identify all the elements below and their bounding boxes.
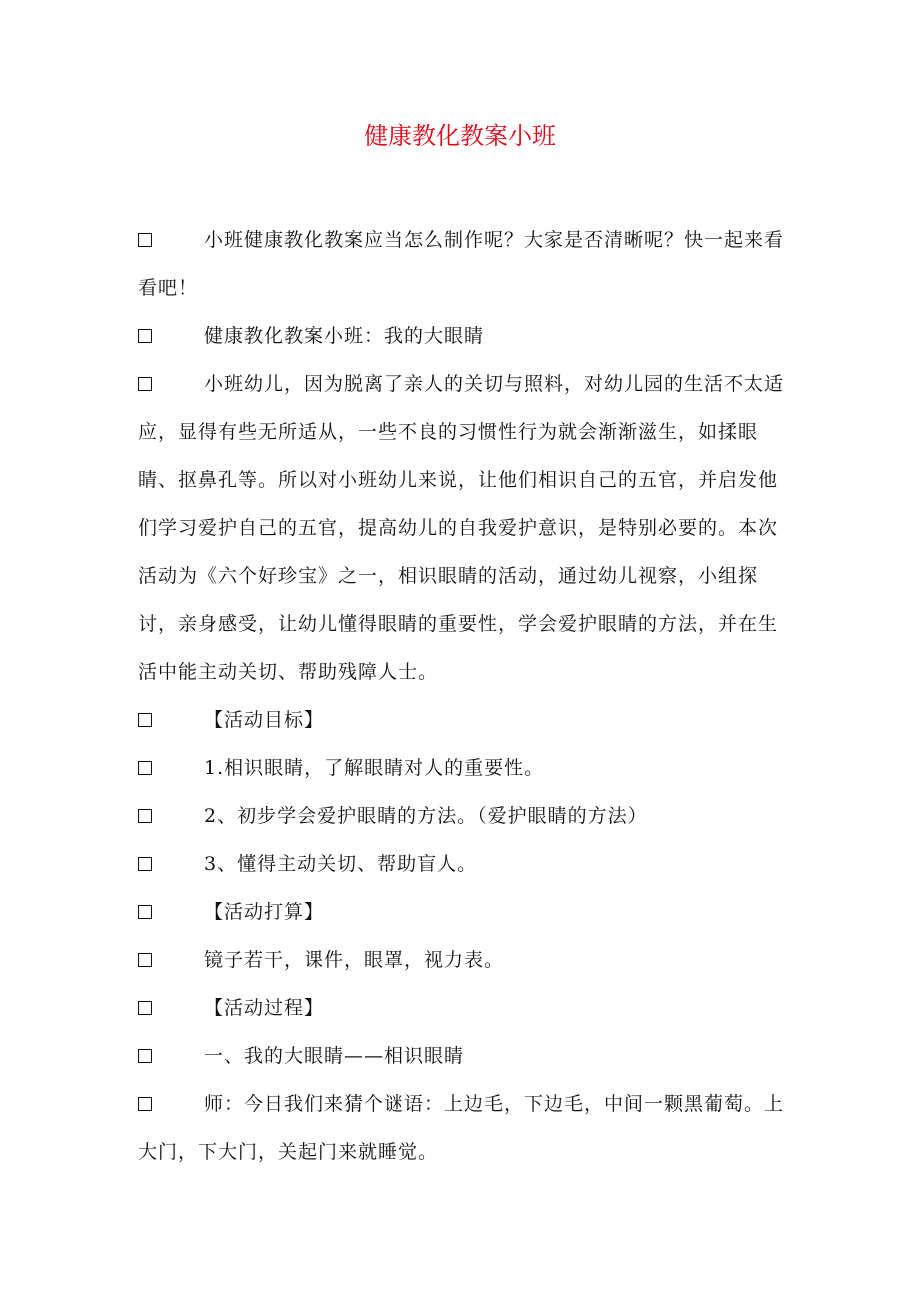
- checkbox-placeholder-icon: [138, 905, 152, 919]
- checkbox-placeholder-icon: [138, 1001, 152, 1015]
- checkbox-placeholder-icon: [138, 377, 152, 391]
- paragraph-intro: [138, 216, 788, 312]
- checkbox-placeholder-icon: [138, 329, 152, 343]
- document-title: 健康教化教案小班: [364, 122, 556, 150]
- paragraph-text: 【活动打算】: [204, 901, 325, 923]
- paragraph-text: 一、我的大眼睛——相识眼睛: [204, 1045, 465, 1067]
- checkbox-placeholder-icon: [138, 1097, 152, 1111]
- checkbox-placeholder-icon: [138, 1049, 152, 1063]
- paragraph-text: 健康教化教案小班：我的大眼睛: [204, 325, 485, 347]
- paragraph-text: 镜子若干，课件，眼罩，视力表。: [204, 949, 505, 971]
- heading-process: [138, 984, 788, 1032]
- checkbox-placeholder-icon: [138, 953, 152, 967]
- paragraph-subtitle: [138, 312, 788, 360]
- checkbox-placeholder-icon: [138, 809, 152, 823]
- checkbox-placeholder-icon: [138, 713, 152, 727]
- checkbox-placeholder-icon: [138, 233, 152, 247]
- process-step-1: [138, 1032, 788, 1080]
- paragraph-text: 小班幼儿，因为脱离了亲人的关切与照料，对幼儿园的生活不太适应，显得有些无所适从，一些不良的习惯性行为就会渐渐滋生，如揉眼睛、抠鼻孔等。所以对小班幼儿来说，让他们相识自己的五官，并启发他们学习爱护自己的五官，提高幼儿的自我爱护意识，是特别必要的。本次活动为《六个好珍宝》之一，相识眼睛的活动，通过幼儿视察，小组探讨，亲身感受，让幼儿懂得眼睛的重要性，学会爱护眼睛的方法，并在生活中能主动关切、帮助残障人士。: [138, 373, 785, 683]
- goal-item-2: [138, 792, 788, 840]
- heading-goals: [138, 696, 788, 744]
- preparation-materials: [138, 936, 788, 984]
- paragraph-text: 【活动过程】: [204, 997, 325, 1019]
- goal-item-3: [138, 840, 788, 888]
- heading-preparation: [138, 888, 788, 936]
- paragraph-text: 3、懂得主动关切、帮助盲人。: [204, 853, 478, 875]
- checkbox-placeholder-icon: [138, 857, 152, 871]
- paragraph-text: 小班健康教化教案应当怎么制作呢？大家是否清晰呢？快一起来看看吧！: [138, 229, 785, 299]
- paragraph-background: [138, 360, 788, 696]
- paragraph-text: 2、初步学会爱护眼睛的方法。（爱护眼睛的方法）: [204, 805, 648, 827]
- paragraph-text: 1.相识眼睛，了解眼睛对人的重要性。: [204, 757, 545, 779]
- teacher-riddle: [138, 1080, 788, 1176]
- paragraph-text: 师：今日我们来猜个谜语：上边毛，下边毛，中间一颗黑葡萄。上大门，下大门，关起门来就睡觉。: [138, 1093, 785, 1163]
- goal-item-1: [138, 744, 788, 792]
- paragraph-text: 【活动目标】: [204, 709, 325, 731]
- checkbox-placeholder-icon: [138, 761, 152, 775]
